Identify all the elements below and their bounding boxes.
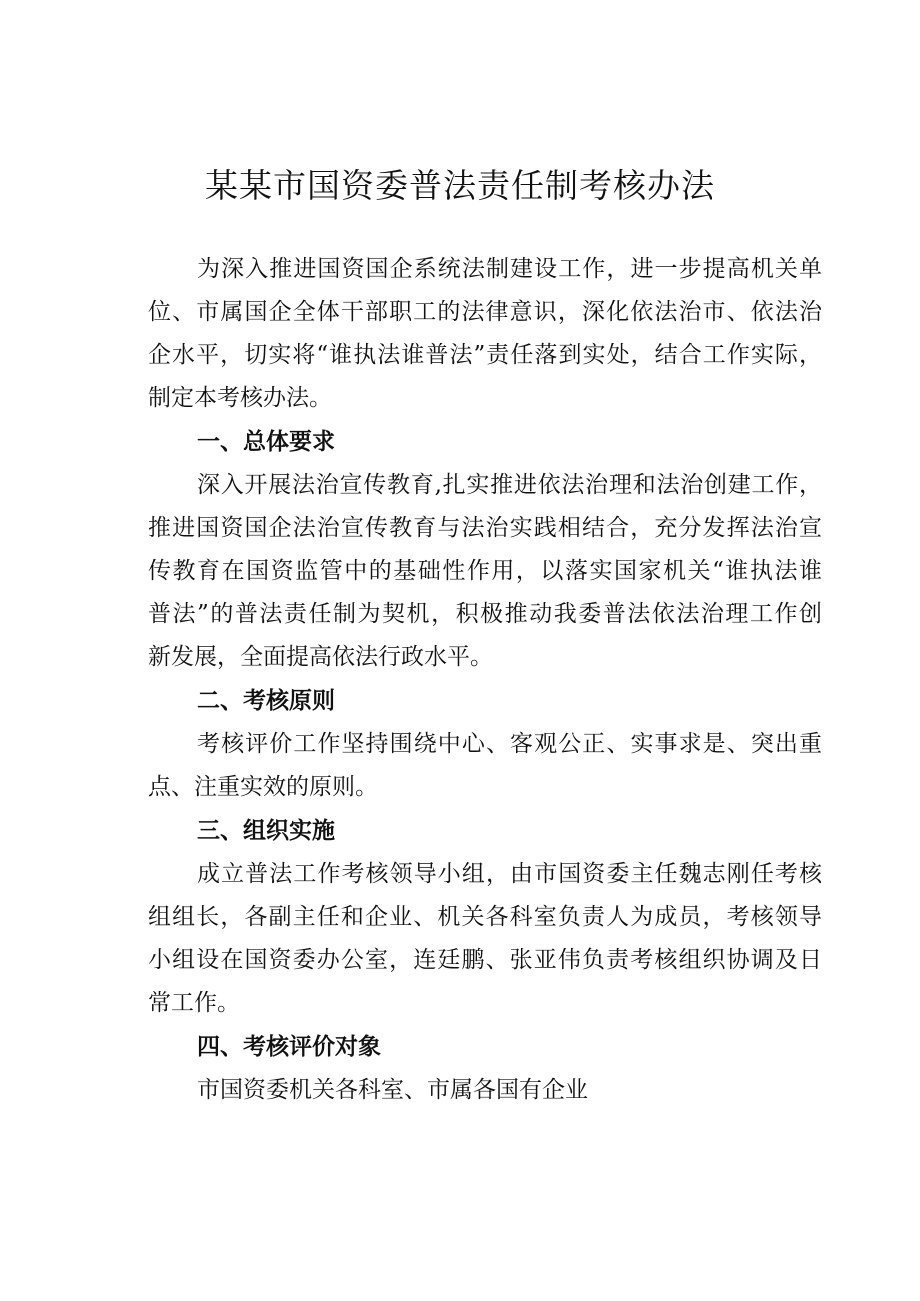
paragraph-line: 传教育在国资监管中的基础性作用，以落实国家机关“谁执法谁: [148, 558, 822, 584]
section-heading: 三、组织实施: [197, 818, 335, 844]
section-paragraph: [148, 853, 822, 1025]
section-heading: 二、考核原则: [197, 688, 335, 714]
paragraph-line: 企水平，切实将“谁执法谁普法”责任落到实处，结合工作实际，: [148, 342, 822, 368]
section-paragraph: [148, 1069, 822, 1112]
document-title: 某某市国资委普法责任制考核办法: [205, 166, 715, 205]
paragraph-line: 推进国资国企法治宣传教育与法治实践相结合，充分发挥法治宣: [148, 515, 822, 541]
paragraph-line: 位、市属国企全体干部职工的法律意识，深化依法治市、依法治: [148, 299, 822, 325]
paragraph-line: 小组设在国资委办公室，连廷鹏、张亚伟负责考核组织协调及日: [148, 947, 822, 973]
paragraph-line: 制定本考核办法。: [148, 385, 332, 411]
document-body: [148, 248, 822, 1112]
paragraph-line: 点、注重实效的原则。: [148, 774, 378, 800]
section-paragraph: [148, 723, 822, 809]
paragraph-line: 考核评价工作坚持围绕中心、客观公正、实事求是、突出重: [197, 731, 822, 757]
section-paragraph: [148, 464, 822, 679]
paragraph-line: 深入开展法治宣传教育,扎实推进依法治理和法治创建工作，: [197, 472, 822, 498]
paragraph-line: 普法”的普法责任制为契机，积极推动我委普法依法治理工作创: [148, 601, 822, 627]
section-heading: 四、考核评价对象: [197, 1034, 381, 1060]
section-heading: 一、总体要求: [197, 429, 335, 455]
paragraph-line: 新发展，全面提高依法行政水平。: [148, 644, 493, 670]
paragraph-line: 市国资委机关各科室、市属各国有企业: [197, 1077, 588, 1103]
paragraph-line: 成立普法工作考核领导小组，由市国资委主任魏志刚任考核: [197, 861, 822, 887]
paragraph-line: 组组长，各副主任和企业、机关各科室负责人为成员，考核领导: [148, 904, 822, 930]
intro-paragraph: [148, 248, 822, 420]
paragraph-line: 常工作。: [148, 990, 240, 1016]
paragraph-line: 为深入推进国资国企系统法制建设工作，进一步提高机关单: [197, 256, 822, 282]
